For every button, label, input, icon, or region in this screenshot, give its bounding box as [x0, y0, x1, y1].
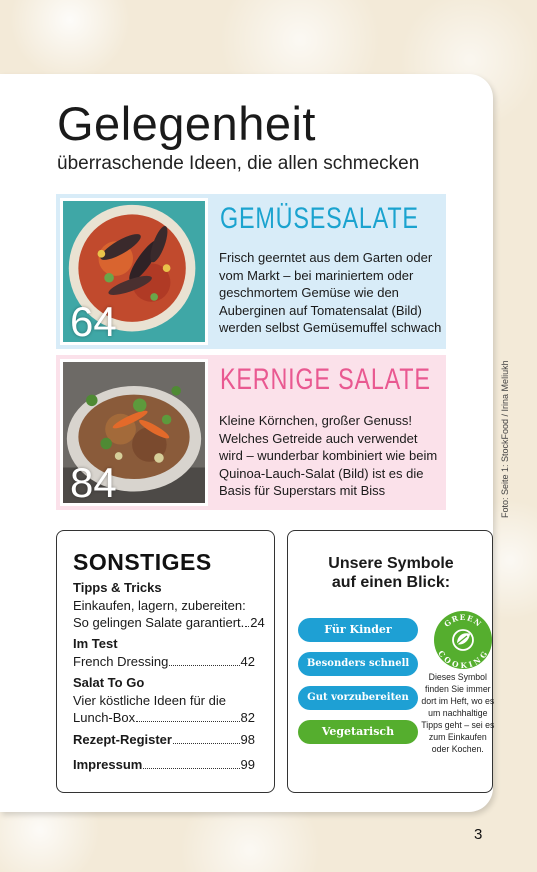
symbol-pill-schnell: Besonders schnell [298, 652, 418, 676]
salad-photo-vegetables [60, 198, 208, 345]
toc-section-impressum[interactable] [73, 754, 255, 776]
page-number-feature: 64 [70, 298, 117, 345]
feature-text: Frisch geerntet aus dem Garten oder vom Markt – bei mariniertem oder geschmortem Gemüse wie den Auberginen auf Tomatensalat (Bild) werden selbst Gemüsemuffel schwach [219, 250, 442, 336]
page-number: 3 [474, 826, 483, 843]
toc-page: 42 [240, 654, 255, 669]
photo-credit: Foto: Seite 1: StockFood / Irina Meliukh [500, 360, 510, 518]
toc-text: Einkaufen, lagern, zubereiten: [73, 598, 246, 613]
toc-entry [73, 730, 255, 750]
toc-leader [136, 721, 239, 722]
feature-kernige-salate[interactable] [56, 355, 446, 510]
table-of-contents [73, 579, 265, 780]
page-subtitle: überraschende Ideen, die allen schmecken [57, 153, 420, 174]
green-cooking-note: Dieses Symbol finden Sie immer dort im Heft, wo es um nachhaltige Tipps geht – sei es zum Einkaufen oder Kochen. [421, 672, 495, 755]
green-cooking-logo [433, 610, 493, 670]
symbols-box [287, 530, 493, 793]
toc-heading: Salat To Go [73, 675, 145, 690]
feature-text: Kleine Körnchen, großer Genuss! Welches Getreide auch verwendet wird – wunderbar kombiniert wie beim Quinoa-Lauch-Salat (Bild) ist es die Basis für Superstars mit Biss [219, 413, 438, 499]
symbol-pill-kinder: Für Kinder [298, 618, 418, 642]
green-logo-top-text: GREEN [442, 612, 484, 629]
sonstiges-box [56, 530, 275, 793]
toc-text: Vier köstliche Ideen für die [73, 693, 226, 708]
feature-gemuesesalate[interactable] [56, 194, 446, 349]
toc-label: Rezept-Register [73, 732, 172, 747]
toc-page: 98 [240, 732, 255, 747]
page-number-feature: 84 [70, 459, 117, 506]
toc-page: 82 [240, 710, 255, 725]
toc-heading: Tipps & Tricks [73, 580, 162, 595]
toc-leader [169, 665, 239, 666]
toc-leader [173, 743, 240, 744]
page-title: Gelegenheit [57, 97, 316, 150]
toc-section-register[interactable] [73, 730, 255, 750]
symbol-pill-vegetarisch: Vegetarisch [298, 720, 418, 744]
toc-label: Impressum [73, 757, 143, 772]
toc-page: 99 [240, 757, 255, 772]
toc-section-togo[interactable] [73, 674, 255, 726]
toc-page: 24 [250, 615, 265, 630]
symbol-pill-vorzubereiten: Gut vorzubereiten [298, 686, 418, 710]
salad-photo-grains [60, 359, 208, 506]
toc-heading: Im Test [73, 636, 118, 651]
toc-entry [73, 653, 255, 670]
toc-leader [245, 626, 249, 627]
green-logo-bottom-text: COOKING [436, 648, 490, 670]
symbols-title: Unsere Symbole auf einen Blick: [328, 555, 454, 591]
toc-entry [73, 614, 265, 631]
toc-section-tipps[interactable] [73, 579, 265, 631]
toc-label: So gelingen Salate garantiert. [73, 615, 245, 630]
toc-leader [143, 768, 239, 769]
toc-label: French Dressing [73, 654, 169, 669]
toc-entry [73, 709, 255, 726]
toc-label: Lunch-Box [73, 710, 136, 725]
toc-entry [73, 754, 255, 776]
feature-heading: KERNIGE SALATE [220, 363, 431, 396]
feature-heading: GEMÜSESALATE [220, 202, 419, 235]
sonstiges-title: SONSTIGES [73, 549, 212, 575]
toc-section-test[interactable] [73, 635, 255, 670]
